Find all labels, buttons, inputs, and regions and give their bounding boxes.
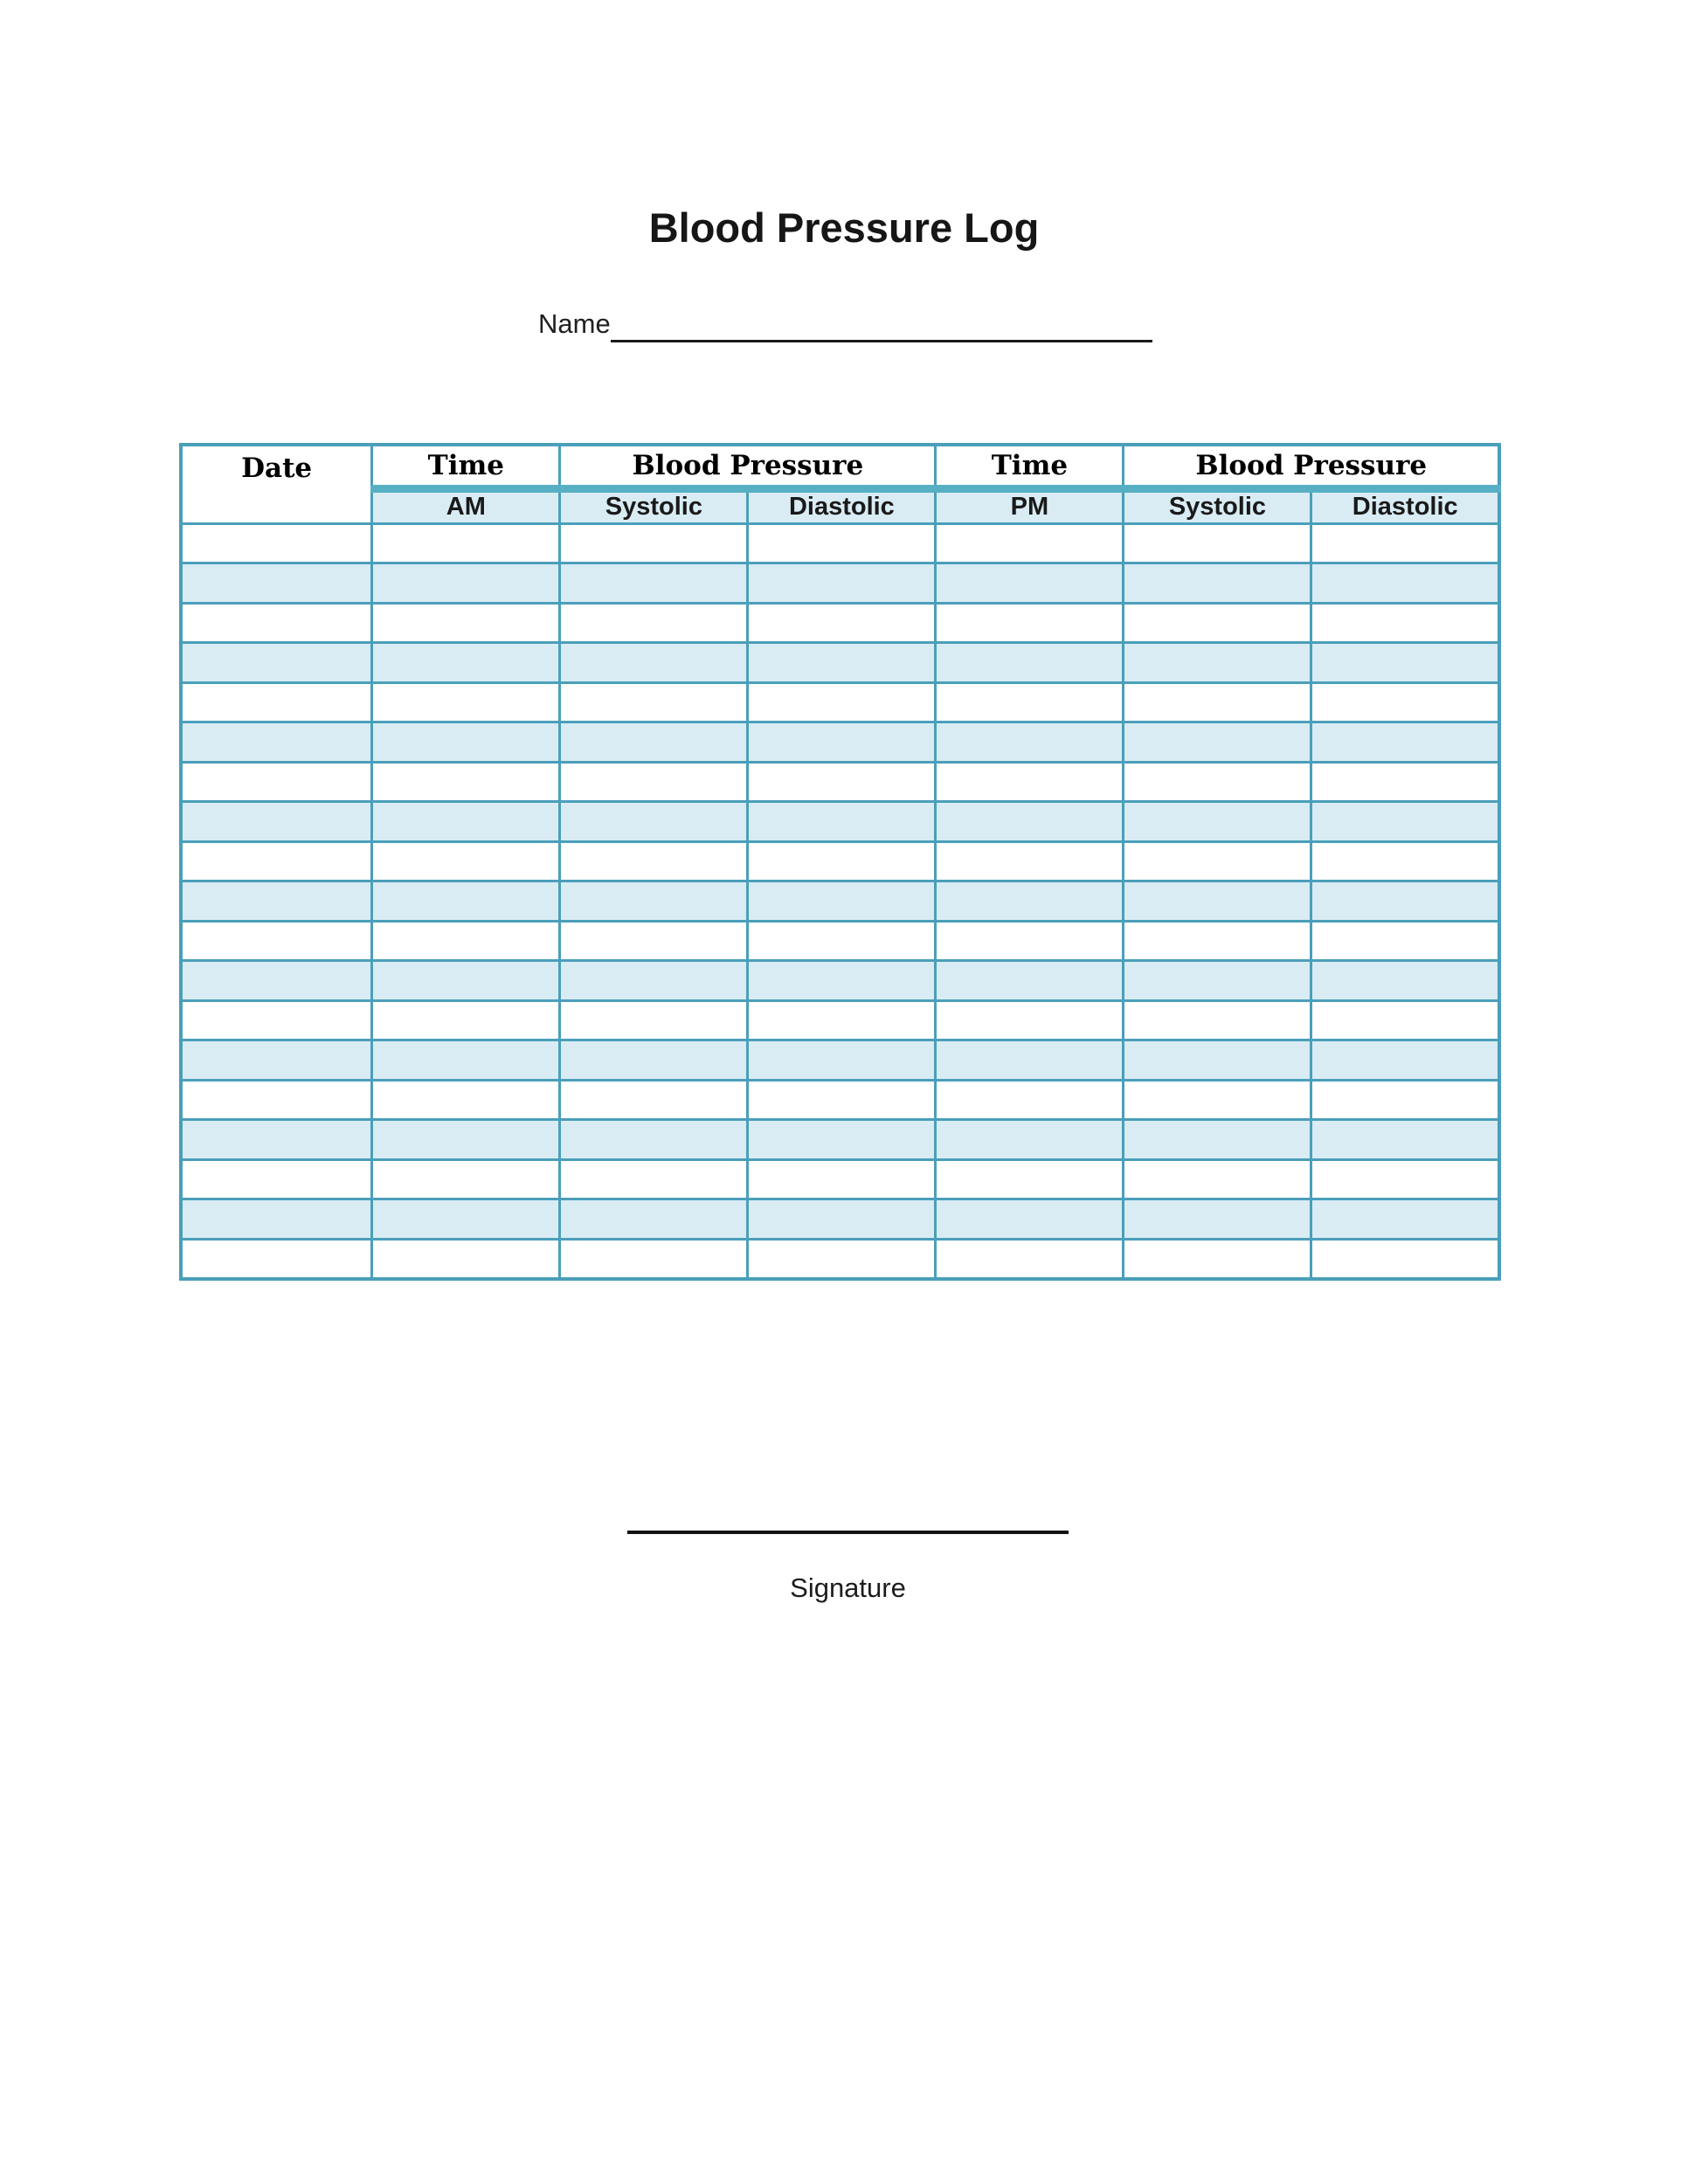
log-entry-cell bbox=[748, 523, 936, 563]
log-entry-cell bbox=[1311, 762, 1499, 802]
log-entry-cell bbox=[1124, 921, 1311, 961]
log-entry-cell bbox=[1311, 1000, 1499, 1040]
log-entry-cell bbox=[560, 1239, 748, 1279]
page-title: Blood Pressure Log bbox=[648, 204, 1040, 251]
table-row bbox=[181, 603, 1499, 643]
log-entry-cell bbox=[372, 1120, 560, 1160]
table-row bbox=[181, 563, 1499, 604]
log-entry-cell bbox=[181, 682, 372, 722]
log-entry-cell bbox=[1124, 762, 1311, 802]
subheader-diastolic-am: Diastolic bbox=[748, 488, 936, 523]
log-entry-cell bbox=[936, 1239, 1124, 1279]
subheader-am: AM bbox=[372, 488, 560, 523]
log-entry-cell bbox=[1124, 1040, 1311, 1081]
table-row bbox=[181, 961, 1499, 1001]
log-entry-cell bbox=[560, 802, 748, 842]
log-entry-cell bbox=[372, 1199, 560, 1240]
log-entry-cell bbox=[372, 682, 560, 722]
log-entry-cell bbox=[1124, 1239, 1311, 1279]
subheader-systolic-am: Systolic bbox=[560, 488, 748, 523]
table-row bbox=[181, 1159, 1499, 1199]
log-entry-cell bbox=[181, 841, 372, 881]
log-entry-cell bbox=[936, 841, 1124, 881]
log-entry-cell bbox=[1311, 841, 1499, 881]
log-entry-cell bbox=[1311, 643, 1499, 683]
subheader-pm: PM bbox=[936, 488, 1124, 523]
log-entry-cell bbox=[560, 921, 748, 961]
log-entry-cell bbox=[1311, 961, 1499, 1001]
col-header-time-pm: Time bbox=[936, 445, 1124, 488]
log-entry-cell bbox=[372, 802, 560, 842]
log-entry-cell bbox=[936, 1120, 1124, 1160]
subheader-diastolic-pm: Diastolic bbox=[1311, 488, 1499, 523]
log-entry-cell bbox=[748, 881, 936, 922]
log-entry-cell bbox=[560, 1040, 748, 1081]
log-entry-cell bbox=[181, 1199, 372, 1240]
table-row bbox=[181, 643, 1499, 683]
log-entry-cell bbox=[372, 603, 560, 643]
log-entry-cell bbox=[372, 1080, 560, 1120]
log-entry-cell bbox=[748, 961, 936, 1001]
log-entry-cell bbox=[936, 802, 1124, 842]
log-entry-cell bbox=[372, 921, 560, 961]
log-entry-cell bbox=[1311, 802, 1499, 842]
log-entry-cell bbox=[560, 961, 748, 1001]
name-label: Name bbox=[538, 308, 611, 339]
table-row bbox=[181, 1080, 1499, 1120]
blood-pressure-log-table bbox=[179, 443, 1501, 1281]
log-entry-cell bbox=[560, 722, 748, 763]
log-entry-cell bbox=[1311, 1239, 1499, 1279]
log-entry-cell bbox=[1311, 682, 1499, 722]
log-entry-cell bbox=[560, 1120, 748, 1160]
subheader-systolic-pm: Systolic bbox=[1124, 488, 1311, 523]
log-entry-cell bbox=[1124, 722, 1311, 763]
log-entry-cell bbox=[1124, 563, 1311, 604]
log-entry-cell bbox=[372, 762, 560, 802]
log-entry-cell bbox=[748, 563, 936, 604]
col-header-date: Date bbox=[181, 445, 372, 523]
log-entry-cell bbox=[372, 722, 560, 763]
log-entry-cell bbox=[936, 762, 1124, 802]
log-entry-cell bbox=[372, 841, 560, 881]
log-entry-cell bbox=[372, 563, 560, 604]
table-row bbox=[181, 762, 1499, 802]
log-entry-cell bbox=[1124, 682, 1311, 722]
table-row bbox=[181, 841, 1499, 881]
log-entry-cell bbox=[181, 523, 372, 563]
log-entry-cell bbox=[936, 563, 1124, 604]
log-entry-cell bbox=[1124, 1159, 1311, 1199]
log-entry-cell bbox=[181, 921, 372, 961]
log-entry-cell bbox=[181, 1040, 372, 1081]
log-entry-cell bbox=[560, 841, 748, 881]
log-entry-cell bbox=[748, 802, 936, 842]
log-entry-cell bbox=[560, 1000, 748, 1040]
log-entry-cell bbox=[748, 1199, 936, 1240]
log-entry-cell bbox=[372, 523, 560, 563]
log-entry-cell bbox=[936, 1159, 1124, 1199]
signature-block bbox=[627, 1531, 1069, 1604]
log-entry-cell bbox=[372, 1239, 560, 1279]
log-entry-cell bbox=[936, 603, 1124, 643]
log-entry-cell bbox=[1311, 523, 1499, 563]
log-entry-cell bbox=[1311, 1199, 1499, 1240]
table-header-row-1 bbox=[181, 445, 1499, 488]
log-entry-cell bbox=[936, 643, 1124, 683]
log-entry-cell bbox=[560, 1159, 748, 1199]
log-entry-cell bbox=[748, 1000, 936, 1040]
table-row bbox=[181, 1040, 1499, 1081]
table-row bbox=[181, 802, 1499, 842]
log-entry-cell bbox=[936, 961, 1124, 1001]
log-entry-cell bbox=[1311, 1040, 1499, 1081]
table-row bbox=[181, 523, 1499, 563]
log-entry-cell bbox=[748, 1120, 936, 1160]
log-entry-cell bbox=[936, 881, 1124, 922]
log-entry-cell bbox=[560, 563, 748, 604]
log-entry-cell bbox=[936, 1000, 1124, 1040]
log-entry-cell bbox=[748, 921, 936, 961]
table-row bbox=[181, 1000, 1499, 1040]
log-entry-cell bbox=[1124, 1080, 1311, 1120]
log-entry-cell bbox=[1124, 841, 1311, 881]
log-entry-cell bbox=[748, 603, 936, 643]
table-header bbox=[181, 445, 1499, 523]
log-entry-cell bbox=[748, 1040, 936, 1081]
log-entry-cell bbox=[748, 682, 936, 722]
log-entry-cell bbox=[936, 523, 1124, 563]
log-entry-cell bbox=[1311, 1120, 1499, 1160]
log-entry-cell bbox=[748, 1239, 936, 1279]
log-entry-cell bbox=[181, 1080, 372, 1120]
table-header-row-2 bbox=[181, 488, 1499, 523]
table-row bbox=[181, 881, 1499, 922]
log-entry-cell bbox=[181, 881, 372, 922]
log-entry-cell bbox=[1124, 1000, 1311, 1040]
table-row bbox=[181, 921, 1499, 961]
log-entry-cell bbox=[936, 682, 1124, 722]
log-entry-cell bbox=[1124, 881, 1311, 922]
log-entry-cell bbox=[560, 603, 748, 643]
log-entry-cell bbox=[181, 1239, 372, 1279]
log-entry-cell bbox=[560, 682, 748, 722]
log-entry-cell bbox=[181, 643, 372, 683]
log-entry-cell bbox=[748, 841, 936, 881]
log-entry-cell bbox=[1311, 881, 1499, 922]
log-entry-cell bbox=[936, 921, 1124, 961]
log-entry-cell bbox=[936, 1199, 1124, 1240]
log-entry-cell bbox=[1311, 603, 1499, 643]
log-entry-cell bbox=[372, 643, 560, 683]
log-entry-cell bbox=[936, 1080, 1124, 1120]
name-field-row bbox=[538, 306, 1152, 342]
col-header-blood-pressure-am: Blood Pressure bbox=[560, 445, 936, 488]
log-entry-cell bbox=[1124, 1199, 1311, 1240]
log-entry-cell bbox=[560, 1199, 748, 1240]
table-row bbox=[181, 1120, 1499, 1160]
log-entry-cell bbox=[1124, 1120, 1311, 1160]
log-entry-cell bbox=[181, 802, 372, 842]
log-entry-cell bbox=[1124, 643, 1311, 683]
log-entry-cell bbox=[181, 603, 372, 643]
log-entry-cell bbox=[372, 881, 560, 922]
log-entry-cell bbox=[181, 1120, 372, 1160]
log-entry-cell bbox=[560, 643, 748, 683]
log-entry-cell bbox=[181, 1159, 372, 1199]
table-row bbox=[181, 1199, 1499, 1240]
log-entry-cell bbox=[560, 1080, 748, 1120]
log-entry-cell bbox=[372, 961, 560, 1001]
table-row bbox=[181, 1239, 1499, 1279]
log-entry-cell bbox=[372, 1040, 560, 1081]
log-entry-cell bbox=[181, 563, 372, 604]
log-entry-cell bbox=[372, 1000, 560, 1040]
log-entry-cell bbox=[748, 762, 936, 802]
log-entry-cell bbox=[1124, 523, 1311, 563]
log-entry-cell bbox=[1311, 1159, 1499, 1199]
log-entry-cell bbox=[372, 1159, 560, 1199]
col-header-blood-pressure-pm: Blood Pressure bbox=[1124, 445, 1499, 488]
log-entry-cell bbox=[560, 762, 748, 802]
log-entry-cell bbox=[748, 722, 936, 763]
log-entry-cell bbox=[1124, 961, 1311, 1001]
log-entry-cell bbox=[1311, 1080, 1499, 1120]
log-entry-cell bbox=[1124, 603, 1311, 643]
log-entry-cell bbox=[181, 1000, 372, 1040]
log-entry-cell bbox=[1124, 802, 1311, 842]
log-entry-cell bbox=[748, 1080, 936, 1120]
table-body bbox=[181, 523, 1499, 1279]
log-entry-cell bbox=[560, 523, 748, 563]
log-entry-cell bbox=[181, 762, 372, 802]
name-blank-line[interactable] bbox=[611, 308, 1152, 342]
log-entry-cell bbox=[560, 881, 748, 922]
table-row bbox=[181, 722, 1499, 763]
signature-label: Signature bbox=[790, 1572, 906, 1603]
log-entry-cell bbox=[1311, 563, 1499, 604]
signature-line[interactable] bbox=[627, 1531, 1069, 1534]
log-entry-cell bbox=[936, 722, 1124, 763]
log-entry-cell bbox=[1311, 921, 1499, 961]
log-entry-cell bbox=[181, 722, 372, 763]
log-entry-cell bbox=[936, 1040, 1124, 1081]
log-entry-cell bbox=[1311, 722, 1499, 763]
log-entry-cell bbox=[748, 1159, 936, 1199]
log-entry-cell bbox=[748, 643, 936, 683]
col-header-time-am: Time bbox=[372, 445, 560, 488]
table-row bbox=[181, 682, 1499, 722]
log-entry-cell bbox=[181, 961, 372, 1001]
